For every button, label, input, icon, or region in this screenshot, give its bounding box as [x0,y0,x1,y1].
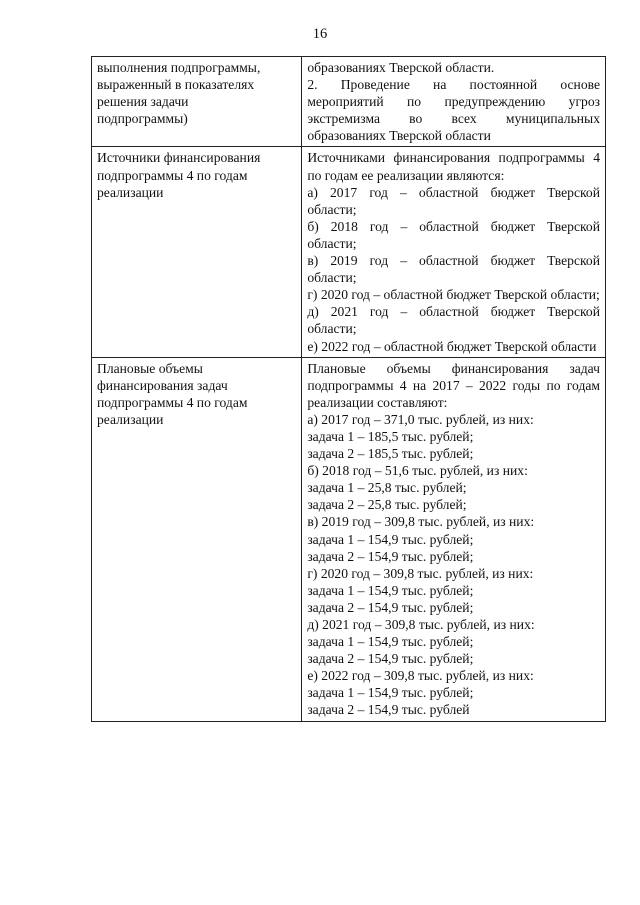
cell-text-paragraph: а) 2017 год – областной бюджет Тверской области; [307,184,600,217]
row-label-cell [92,147,302,357]
cell-text-line: финансирования задач [97,377,228,393]
cell-text-paragraph: б) 2018 год – областной бюджет Тверской области; [307,218,600,251]
cell-text-paragraph: в) 2019 год – областной бюджет Тверской области; [307,253,600,286]
cell-text-line: Плановые объемы [97,360,203,376]
cell-text-paragraph: г) 2020 год – областной бюджет Тверской области; [307,287,600,303]
cell-text-line: задача 2 – 185,5 тыс. рублей; [307,446,474,462]
cell-text-line: задача 2 – 154,9 тыс. рублей [307,702,470,718]
cell-text-line: задача 1 – 154,9 тыс. рублей; [307,531,474,547]
cell-text-paragraph: Плановые объемы финансирования задач подпрограммы 4 на 2017 – 2022 годы по годам реализации составляют: [307,360,600,410]
cell-text-line: подпрограммы) [97,111,188,127]
cell-text-line: задача 2 – 154,9 тыс. рублей; [307,651,474,667]
row-label-cell [92,57,302,147]
cell-text-line: задача 2 – 25,8 тыс. рублей; [307,497,467,513]
cell-text-line: решения задачи [97,94,189,110]
cell-text-paragraph: образованиях Тверской области. [307,60,495,75]
row-value-cell [302,57,606,147]
table-row [92,357,606,721]
cell-text-line: задача 1 – 154,9 тыс. рублей; [307,685,474,701]
cell-text-line: а) 2017 год – 371,0 тыс. рублей, из них: [307,411,534,427]
cell-text-line: реализации [97,184,164,200]
cell-text-line: задача 1 – 154,9 тыс. рублей; [307,582,474,598]
cell-text-line: подпрограммы 4 по годам [97,167,248,183]
cell-text-line: б) 2018 год – 51,6 тыс. рублей, из них: [307,463,528,479]
cell-text-line: подпрограммы 4 по годам [97,394,248,410]
cell-text-line: е) 2022 год – 309,8 тыс. рублей, из них: [307,668,534,684]
cell-text-line: задача 2 – 154,9 тыс. рублей; [307,599,474,615]
cell-text-line: д) 2021 год – 309,8 тыс. рублей, из них: [307,617,535,632]
cell-text-line: задача 1 – 25,8 тыс. рублей; [307,480,467,496]
row-value-cell [302,147,606,357]
cell-text-line: в) 2019 год – 309,8 тыс. рублей, из них: [307,514,535,530]
cell-text-line: задача 1 – 154,9 тыс. рублей; [307,634,474,650]
cell-text-line: Источники финансирования [97,150,261,166]
cell-text-paragraph: Источниками финансирования подпрограммы 4 по годам ее реализации являются: [307,150,600,183]
page-number: 16 [312,26,328,42]
cell-text-line: выполнения подпрограммы, [97,60,261,75]
cell-text-line: реализации [97,411,164,427]
cell-text-line: задача 1 – 185,5 тыс. рублей; [307,428,474,444]
cell-text-paragraph: д) 2021 год – областной бюджет Тверской области; [307,304,600,337]
cell-text-line: задача 2 – 154,9 тыс. рублей; [307,548,474,564]
cell-text-paragraph: е) 2022 год – областной бюджет Тверской области [307,338,597,354]
table-row [92,147,606,357]
passport-table [91,56,606,722]
cell-text-line: выраженный в показателях [97,77,255,93]
row-label-cell [92,357,302,721]
table-row [92,57,606,147]
cell-text-line: г) 2020 год – 309,8 тыс. рублей, из них: [307,565,534,581]
row-value-cell [302,357,606,721]
cell-text-paragraph: 2. Проведение на постоянной основе мероприятий по предупреждению угроз экстремизма во всех муниципальных образованиях Тверской области [307,77,600,144]
